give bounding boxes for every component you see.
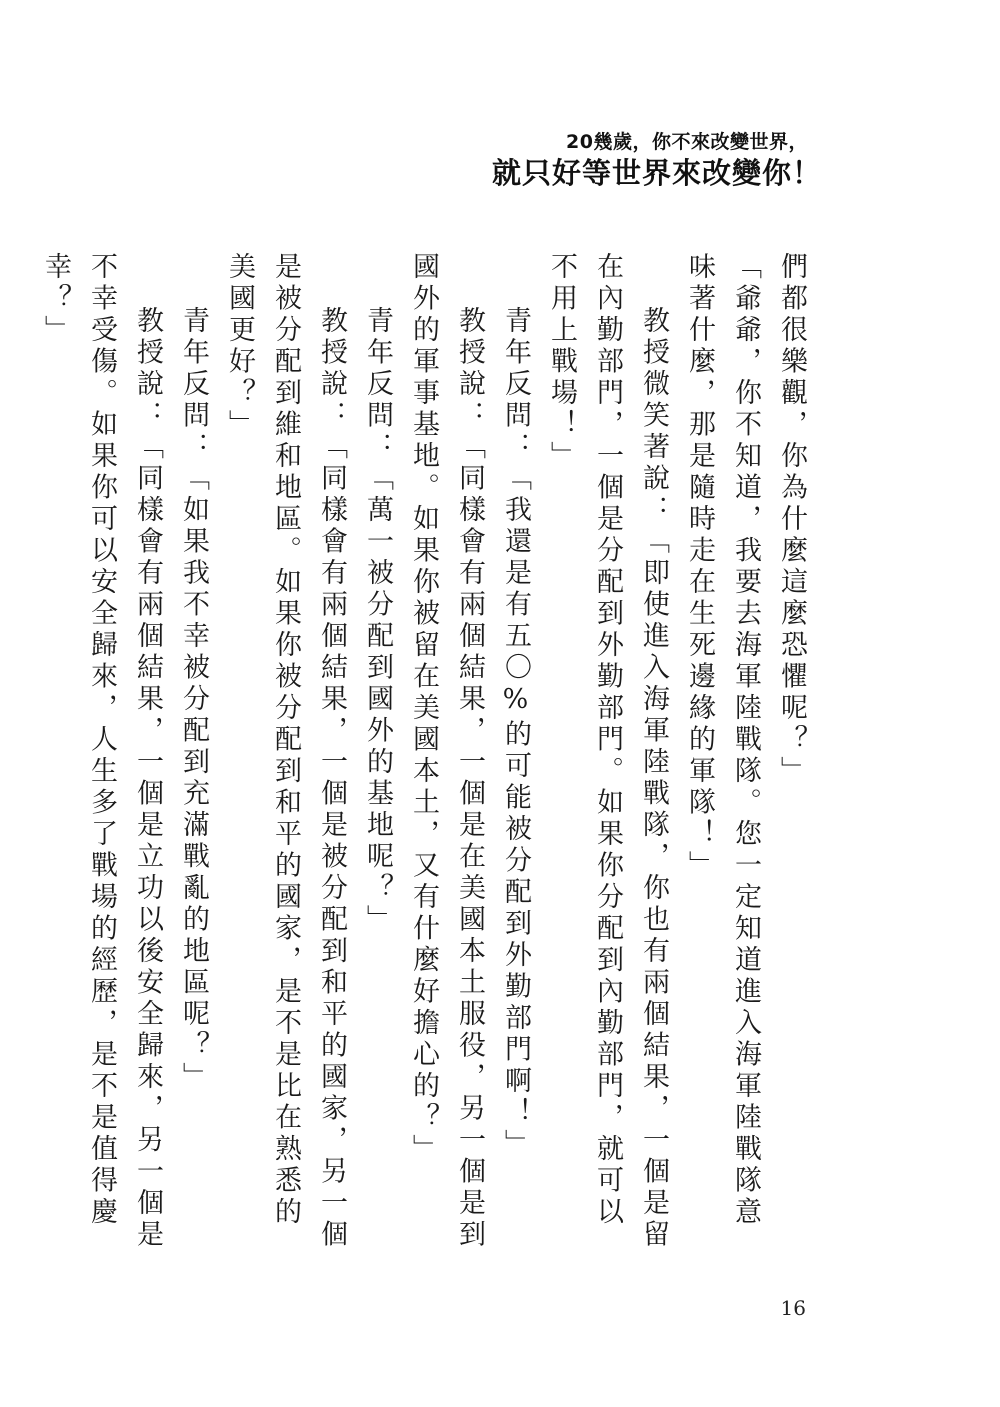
paragraph: 青年反問：「如果我不幸被分配到充滿戰亂的地區呢？」	[178, 306, 209, 1094]
header-title-line2: 就只好等世界來改變你！	[491, 156, 822, 190]
paragraph: 「爺爺，你不知道，我要去海軍陸戰隊。您一定知道進入海軍陸戰隊意味著什麼，那是隨時走在生死邊緣的軍隊！」	[684, 252, 761, 1229]
paragraph: 青年反問：「我還是有五〇%的可能被分配到外勤部門啊！」	[500, 306, 531, 1161]
header-title-line1: 20幾歲，你不來改變世界，	[566, 131, 808, 153]
paragraph: 教授說：「同樣會有兩個結果，一個是立功以後安全歸來，另一個是不幸受傷。如果你可以安全歸來，人生多了戰場的經歷，是不是值得慶幸？」	[40, 252, 163, 1251]
paragraph: 教授說：「同樣會有兩個結果，一個是在美國本土服役，另一個是到國外的軍事基地。如果你被留在美國本土，又有什麼好擔心的？」	[408, 252, 485, 1251]
paragraph: 教授說：「同樣會有兩個結果，一個是被分配到和平的國家，另一個是被分配到維和地區。如果你被分配到和平的國家，是不是比在熟悉的美國更好？」	[224, 252, 347, 1251]
page-number: 16	[780, 1296, 806, 1320]
paragraph: 教授微笑著說：「即使進入海軍陸戰隊，你也有兩個結果，一個是留在內勤部門，一個是分配到外勤部門。如果你分配到內勤部門，就可以不用上戰場！」	[546, 252, 669, 1251]
running-header	[492, 128, 822, 190]
paragraph: 們都很樂觀，你為什麼這麼恐懼呢？」	[776, 252, 807, 788]
paragraph: 青年反問：「萬一被分配到國外的基地呢？」	[362, 306, 393, 936]
vertical-body-text	[40, 252, 814, 1252]
